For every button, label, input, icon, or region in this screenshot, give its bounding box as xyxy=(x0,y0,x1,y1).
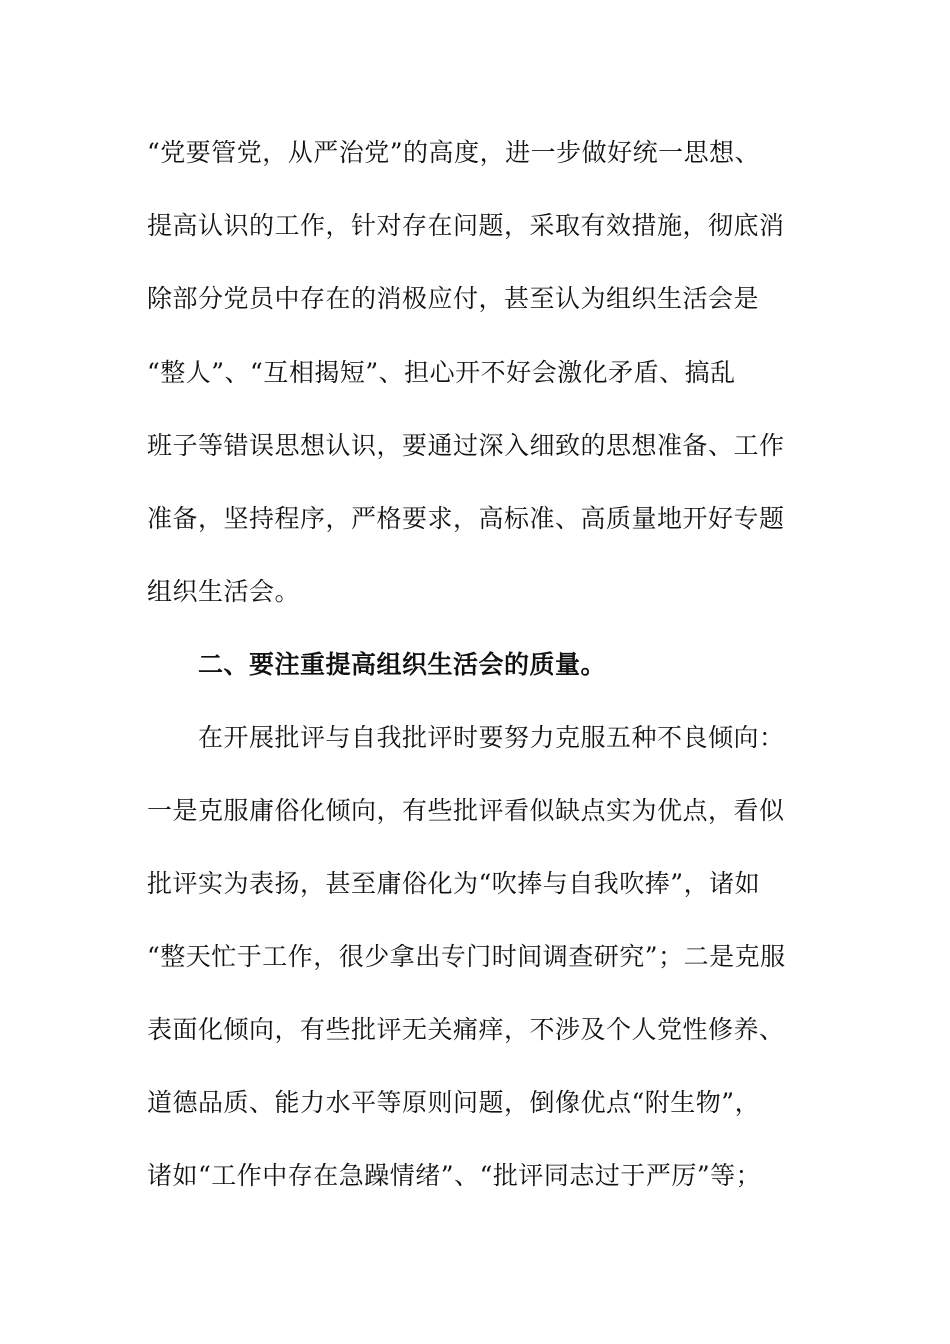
paragraph-2-line-1: 在开展批评与自我批评时要努力克服五种不良倾向： xyxy=(198,723,785,752)
paragraph-1-line-7: 组织生活会。 xyxy=(147,577,301,606)
paragraph-2-line-2: 一是克服庸俗化倾向，有些批评看似缺点实为优点，看似 xyxy=(147,796,785,825)
paragraph-1-line-6: 准备，坚持程序，严格要求，高标准、高质量地开好专题 xyxy=(147,504,785,533)
paragraph-2-line-5: 表面化倾向，有些批评无关痛痒，不涉及个人党性修养、 xyxy=(147,1015,785,1044)
section-heading: 二、要注重提高组织生活会的质量。 xyxy=(198,650,607,679)
paragraph-2-line-6: 道德品质、能力水平等原则问题，倒像优点“附生物”， xyxy=(147,1088,761,1117)
paragraph-2-line-3: 批评实为表扬，甚至庸俗化为“吹捧与自我吹捧”，诸如 xyxy=(147,869,761,898)
paragraph-1-line-2: 提高认识的工作，针对存在问题，采取有效措施，彻底消 xyxy=(147,211,785,240)
paragraph-2-line-4: “整天忙于工作，很少拿出专门时间调查研究”；二是克服 xyxy=(147,942,786,971)
paragraph-1-line-3: 除部分党员中存在的消极应付，甚至认为组织生活会是 xyxy=(147,284,760,313)
paragraph-1-line-1: “党要管党，从严治党”的高度，进一步做好统一思想、 xyxy=(147,138,761,167)
paragraph-1-line-4: “整人”、“互相揭短”、担心开不好会激化矛盾、搞乱 xyxy=(147,358,736,387)
paragraph-1-line-5: 班子等错误思想认识，要通过深入细致的思想准备、工作 xyxy=(147,431,785,460)
paragraph-2-line-7: 诸如“工作中存在急躁情绪”、“批评同志过于严厉”等； xyxy=(147,1161,762,1190)
